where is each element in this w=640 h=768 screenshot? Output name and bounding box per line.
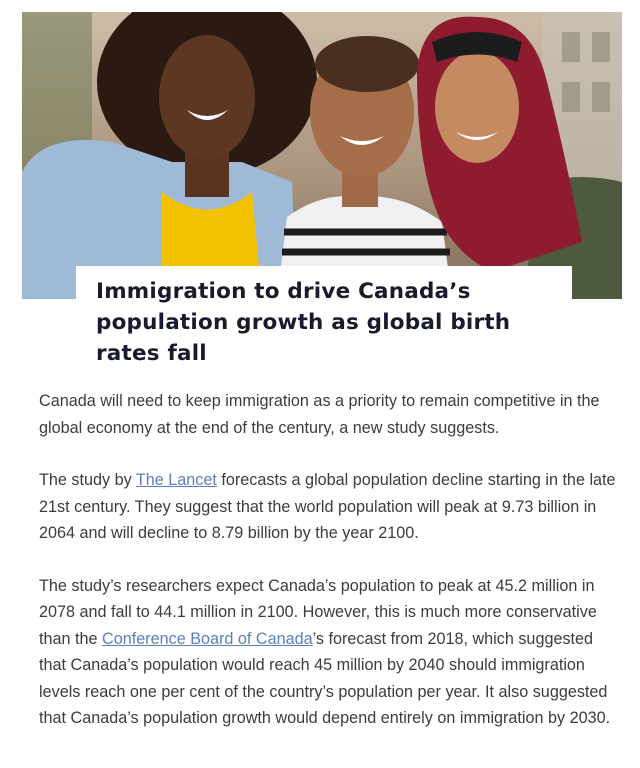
paragraph-3 [39,573,621,732]
paragraph-2 [39,467,621,547]
lancet-link[interactable]: The Lancet [135,471,217,489]
paragraph-1: Canada will need to keep immigration as a priority to remain competitive in the global economy at the end of the century, a new study suggests. [39,392,600,437]
article-body [39,388,621,758]
hero-photo-illustration [22,12,622,299]
paragraph-3-text-start: The study’s researchers expect Canada’s population to peak at 45.2 million in 2078 and fall to 44.1 million in 2100. However, this is much more conservative than the [39,576,597,648]
hero-image [22,12,622,299]
conference-board-link[interactable]: Conference Board of Canada [102,629,313,648]
paragraph-2-text-start: The study by [39,471,136,489]
paragraph-2-text-end: forecasts a global population decline starting in the late 21st century. They suggest that the world population will peak at 9.73 billion in 2064 and will decline to 8.79 billion by the year 2100. [39,471,616,542]
headline-box [76,266,572,375]
article-title: Immigration to drive Canada’s population growth as global birth rates fall [96,279,511,366]
paragraph-3-text-end: ’s forecast from 2018, which suggested that Canada’s population would reach 45 million by 2040 should immigration levels reach one per cent of the country’s population per year. It also suggested that Canada’s population growth would depend entirely on immigration by 2030. [39,629,611,727]
